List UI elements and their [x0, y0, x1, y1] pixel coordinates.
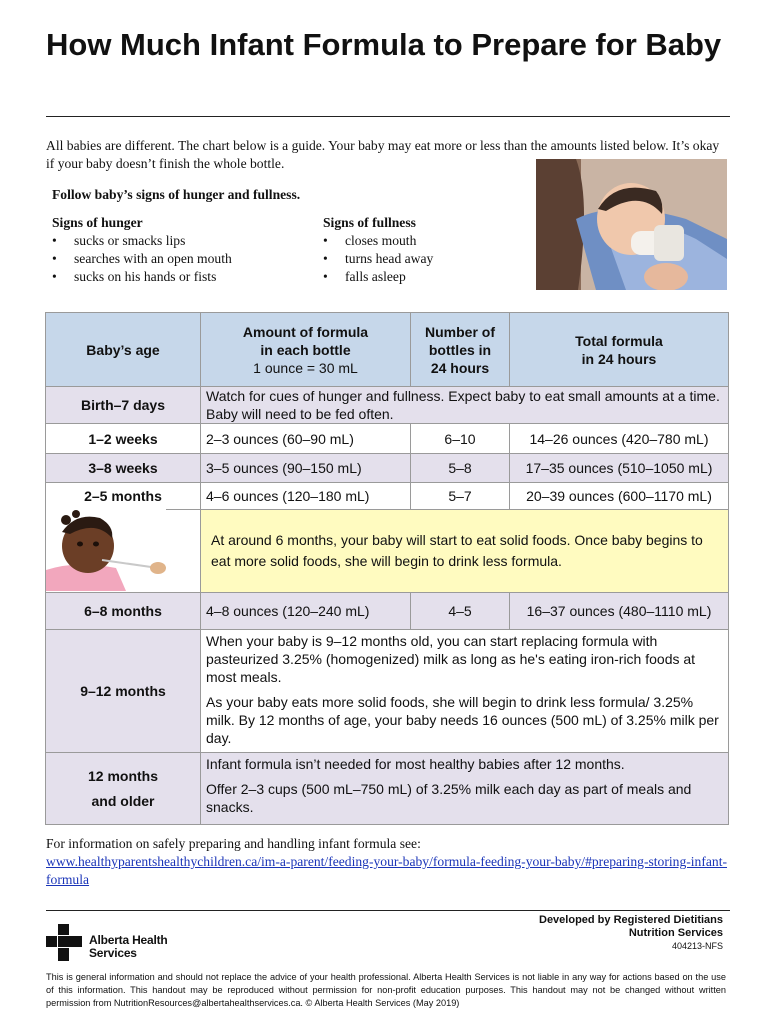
solids-note-cell: At around 6 months, your baby will start to eat solid foods. Once baby begins to eat more solid foods, she will begin to drink less formula. — [201, 510, 729, 593]
table-row — [46, 387, 729, 424]
table-row — [46, 630, 729, 753]
header-age: Baby’s age — [86, 341, 160, 358]
hunger-title: Signs of hunger — [52, 215, 143, 230]
alberta-health-services-logo — [46, 924, 176, 964]
birth-note-cell: Watch for cues of hunger and fullness. Expect baby to eat small amounts at a time. Baby will need to be fed often. — [201, 387, 729, 424]
column-header — [510, 313, 729, 387]
amount-cell: 3–5 ounces (90–150 mL) — [201, 454, 411, 483]
older-baby-text: Offer 2–3 cups (500 mL–750 mL) of 3.25% milk each day as part of meals and snacks. — [206, 781, 692, 815]
age-cell — [46, 753, 201, 825]
table-row — [46, 454, 729, 483]
list-item: • sucks on his hands or fists — [52, 268, 302, 286]
disclaimer: This is general information and should not replace the advice of your health professional. Alberta Health Services is not liable in any way for actions based on the use of this information. This handout may be reproduced without permission for non-profit education purposes. This handout may not be changed without written permission from NutritionResources@albertahealthservices.ca. © Alberta Health Services (May 2019) — [46, 972, 726, 1008]
list-item: • closes mouth — [323, 232, 573, 250]
title-divider — [46, 116, 730, 117]
info-text: For information on safely preparing and handling infant formula see: — [46, 836, 421, 851]
total-cell: 16–37 ounces (480–1110 mL) — [510, 593, 729, 630]
header-bottles-line: 24 hours — [430, 359, 490, 376]
older-baby-text: Infant formula isn’t needed for most healthy babies after 12 months. — [206, 756, 625, 772]
table-row — [46, 424, 729, 454]
header-amount-line: Amount of formula — [242, 323, 369, 340]
document-code: 404213-NFS — [671, 941, 723, 951]
amount-cell: 4–6 ounces (120–180 mL) — [201, 483, 411, 510]
age-cell: Birth–7 days — [46, 387, 201, 424]
logo-line: Services — [89, 946, 137, 960]
header-total-line: in 24 hours — [581, 350, 657, 367]
column-header — [411, 313, 510, 387]
table-header-row — [46, 313, 729, 387]
bottles-cell: 5–7 — [411, 483, 510, 510]
age-line: 12 months — [87, 767, 158, 784]
list-item: • searches with an open mouth — [52, 250, 302, 268]
header-amount-unit: 1 ounce = 30 mL — [253, 359, 358, 376]
amount-cell: 4–8 ounces (120–240 mL) — [201, 593, 411, 630]
older-baby-cell — [201, 753, 729, 825]
list-item: • sucks or smacks lips — [52, 232, 302, 250]
header-bottles-line: Number of — [425, 323, 495, 340]
header-bottles-line: bottles in — [428, 341, 492, 358]
milk-transition-text: As your baby eats more solid foods, she will begin to drink less formula/ 3.25% milk. By 12 months of age, your baby needs 16 ounces (500 mL) of 3.25% milk per day. — [206, 694, 719, 746]
list-item: • falls asleep — [323, 268, 573, 286]
bottles-cell: 5–8 — [411, 454, 510, 483]
total-cell: 20–39 ounces (600–1170 mL) — [510, 483, 729, 510]
formula-prep-link[interactable]: www.healthyparentshealthychildren.ca/im-a-parent/feeding-your-baby/formula-feeding-your-baby/#preparing-storing-infant-formula — [46, 854, 728, 887]
age-cell: 1–2 weeks — [46, 424, 201, 454]
age-line: and older — [91, 792, 155, 809]
ahs-mark-icon — [46, 924, 84, 962]
header-amount-line: in each bottle — [260, 341, 351, 358]
info-section — [46, 835, 736, 889]
bottle-feeding-photo — [536, 159, 727, 290]
bottles-cell: 6–10 — [411, 424, 510, 454]
header-total-line: Total formula — [575, 332, 663, 349]
column-header — [46, 313, 201, 387]
credit-line: Developed by Registered Dietitians — [539, 914, 723, 926]
total-cell: 14–26 ounces (420–780 mL) — [510, 424, 729, 454]
age-cell: 2–5 months — [46, 483, 201, 510]
logo-line: Alberta Health — [89, 933, 168, 947]
credit-line: Nutrition Services — [628, 927, 723, 939]
developer-credit — [539, 914, 723, 953]
column-header — [201, 313, 411, 387]
page-title: How Much Infant Formula to Prepare for Baby — [46, 27, 722, 62]
table-row — [46, 593, 729, 630]
signs-heading: Follow baby’s signs of hunger and fullness. — [52, 187, 301, 202]
total-cell: 17–35 ounces (510–1050 mL) — [510, 454, 729, 483]
age-cell: 9–12 months — [46, 630, 201, 753]
footer-divider — [46, 910, 730, 911]
age-cell: 6–8 months — [46, 593, 201, 630]
list-item: • turns head away — [323, 250, 573, 268]
logo-wordmark — [89, 934, 168, 960]
baby-eating-photo — [46, 508, 166, 591]
age-cell: 3–8 weeks — [46, 454, 201, 483]
table-row — [46, 753, 729, 825]
milk-transition-text: When your baby is 9–12 months old, you can start replacing formula with pasteurized 3.25% (homogenized) milk as long as he's eating iron-rich foods at most meals. — [206, 633, 696, 685]
table-row — [46, 483, 729, 510]
hunger-signs-list — [52, 214, 302, 286]
milk-transition-cell — [201, 630, 729, 753]
fullness-title: Signs of fullness — [323, 215, 416, 230]
bottles-cell: 4–5 — [411, 593, 510, 630]
intro-paragraph: All babies are different. The chart below is a guide. Your baby may eat more or less than the amounts listed below. It’s okay if your baby doesn’t finish the whole bottle. — [46, 138, 720, 171]
amount-cell: 2–3 ounces (60–90 mL) — [201, 424, 411, 454]
